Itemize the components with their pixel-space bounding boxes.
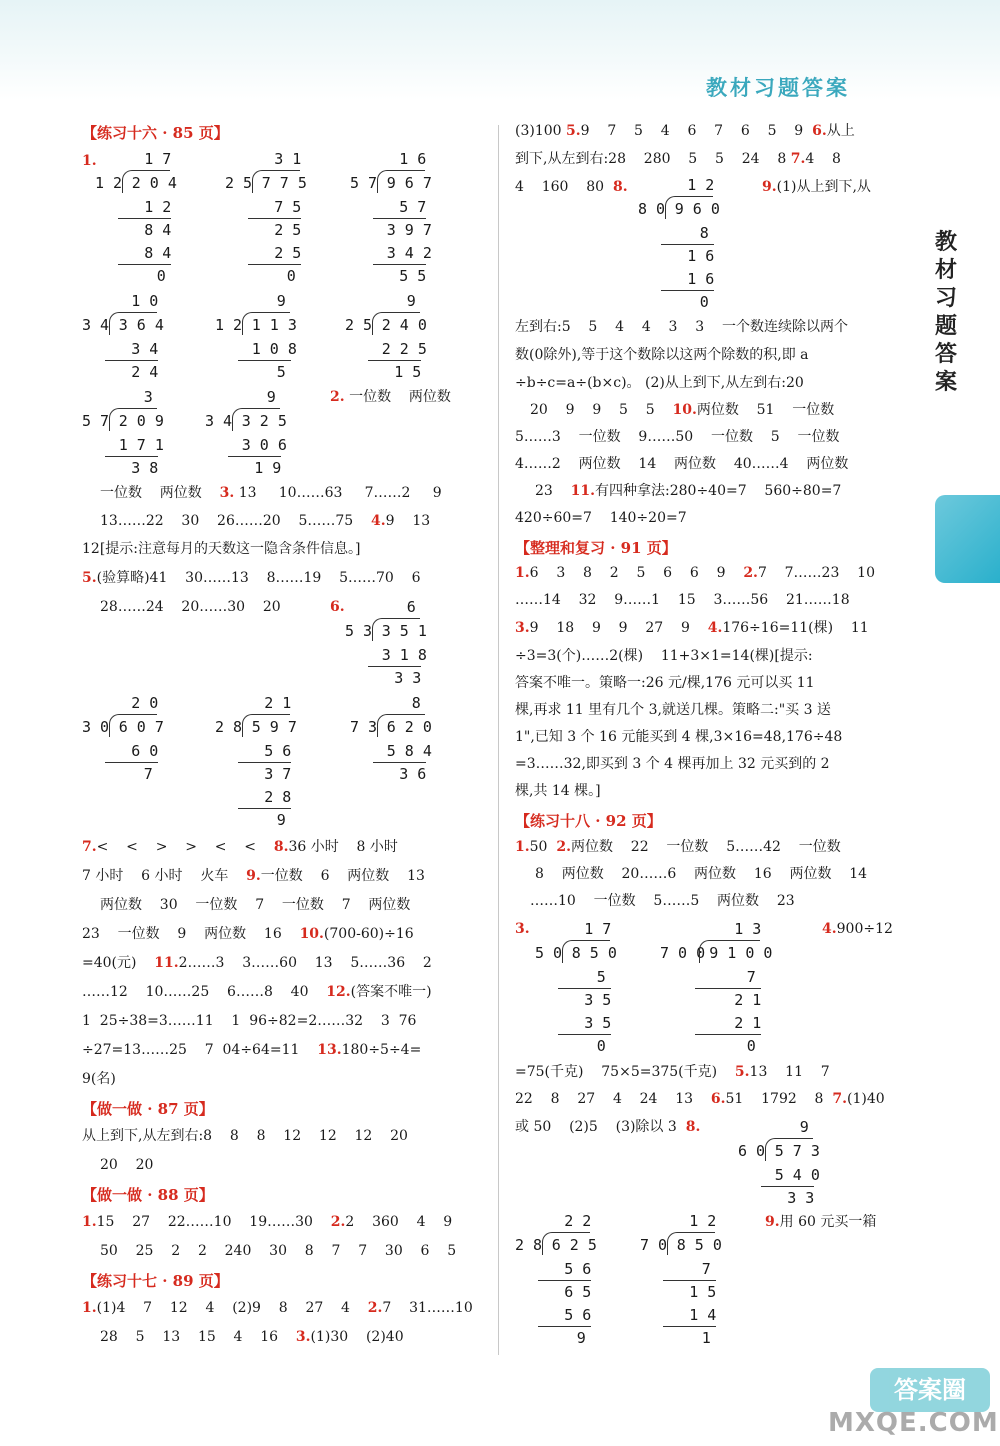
answer-line: 28 5 13 15 4 16 3.(1)30 (2)40 — [100, 1329, 404, 1345]
dividend: 3 2 5 — [241, 412, 287, 430]
dividend: 2 0 4 — [131, 174, 177, 192]
divisor: 1 2 — [215, 316, 243, 334]
answer-line: 7.< < > > < < 8.36 小时 8 小时 — [82, 839, 398, 855]
answer-line: 23 11.有四种拿法:280÷40=7 560÷80=7 — [535, 483, 842, 499]
division-step: 3 1 8 — [381, 646, 427, 664]
column-divider — [498, 125, 499, 1355]
divisor: 2 5 — [345, 316, 373, 334]
answer-line: 数(0除外),等于这个数除以这两个除数的积,即 a — [515, 347, 809, 363]
dividend: 6 0 7 — [118, 718, 164, 736]
division-step: 3 8 — [131, 459, 159, 477]
quotient: 9 — [266, 388, 276, 406]
answer-line: 5.(验算略)41 30……13 8……19 5……70 6 — [82, 570, 421, 586]
dividend: 8 5 0 — [676, 1236, 722, 1254]
quotient: 1 2 — [687, 176, 715, 194]
dividend: 8 5 0 — [571, 944, 617, 962]
division-step: 5 — [596, 968, 606, 986]
answer-line: 棵,共 14 棵。] — [515, 783, 601, 799]
answer-line: ……12 10……25 6……8 40 12.(答案不唯一) — [82, 984, 432, 1000]
dividend: 9 6 0 — [674, 200, 720, 218]
divisor: 5 0 — [535, 944, 563, 962]
dividend: 9 1 0 0 — [709, 944, 773, 962]
divisor: 7 0 0 — [660, 944, 706, 962]
answer-line: 4 160 80 8. — [515, 179, 628, 195]
division-step: 2 4 — [131, 363, 159, 381]
section-heading: 【练习十八 · 92 页】 — [515, 812, 662, 830]
answer-line: 到下,从左到右:28 280 5 5 24 8 7.4 8 — [515, 151, 841, 167]
divisor: 3 0 — [82, 718, 110, 736]
answer-line: ÷27=13……25 7 04÷64=11 13.180÷5÷4= — [82, 1042, 422, 1058]
answer-line: ÷3=3(个)……2(棵) 11+3×1=14(棵)[提示: — [515, 648, 813, 664]
quotient: 2 2 — [564, 1212, 592, 1230]
answer-line: 23 一位数 9 两位数 16 10.(700-60)÷16 — [82, 926, 414, 942]
quotient: 1 2 — [689, 1212, 717, 1230]
dividend: 3 5 1 — [381, 622, 427, 640]
section-heading: 【做一做 · 87 页】 — [82, 1100, 214, 1118]
division-step: 5 8 4 — [386, 742, 432, 760]
answer-line: 50 25 2 2 240 30 8 7 7 30 6 5 — [100, 1243, 457, 1259]
quotient: 2 0 — [131, 694, 159, 712]
watermark-url: MXQE.COM — [828, 1408, 999, 1438]
answer-line: 8 两位数 20……6 两位数 16 两位数 14 — [535, 866, 868, 882]
division-step: 5 4 0 — [774, 1166, 820, 1184]
division-step: 3 7 — [264, 765, 292, 783]
division-step: 2 5 — [274, 244, 302, 262]
answer-line: =75(千克) 75×5=375(千克) 5.13 11 7 — [515, 1064, 830, 1080]
division-step: 1 6 — [687, 247, 715, 265]
division-step: 1 9 — [254, 459, 282, 477]
watermark-logo: 答案圈 — [870, 1368, 990, 1412]
division-step: 5 5 — [399, 267, 427, 285]
dividend: 3 6 4 — [118, 316, 164, 334]
divisor: 3 4 — [205, 412, 233, 430]
dividend: 2 4 0 — [381, 316, 427, 334]
section-heading: 【整理和复习 · 91 页】 — [515, 539, 677, 557]
answer-line: ……14 32 9……1 15 3……56 21……18 — [515, 592, 850, 608]
answer-line: 20 9 9 5 5 10.两位数 51 一位数 — [530, 402, 835, 418]
answer-line: 棵,再求 11 里有几个 3,就送几棵。策略二:"买 3 送 — [515, 702, 831, 718]
division-step: 1 — [701, 1329, 711, 1347]
division-step: 1 5 — [689, 1283, 717, 1301]
answer-line: 1.(1)4 7 12 4 (2)9 8 27 4 2.7 31……10 — [82, 1300, 473, 1316]
division-step: 8 4 — [144, 244, 172, 262]
answer-line: 28……24 20……30 20 — [100, 599, 281, 615]
question-number: 1. — [82, 153, 97, 169]
answer-line: 9.用 60 元买一箱 — [765, 1214, 877, 1230]
divisor: 2 8 — [215, 718, 243, 736]
answer-line: 或 50 (2)5 (3)除以 3 8. — [515, 1119, 701, 1135]
divisor: 7 3 — [350, 718, 378, 736]
question-number: 3. — [515, 921, 530, 937]
division-step: 2 1 — [734, 1014, 762, 1032]
answer-line: 左到右:5 5 4 4 3 3 一个数连续除以两个 — [515, 319, 848, 335]
answer-line: 3.9 18 9 9 27 9 4.176÷16=11(棵) 11 — [515, 620, 869, 636]
dividend: 5 9 7 — [251, 718, 297, 736]
answer-line: 1.6 3 8 2 5 6 6 9 2.7 7……23 10 — [515, 565, 875, 581]
answer-line: ……10 一位数 5……5 两位数 23 — [530, 893, 795, 909]
divisor: 5 3 — [345, 622, 373, 640]
division-step: 7 — [143, 765, 153, 783]
division-step: 1 6 — [687, 270, 715, 288]
division-step: 3 3 — [394, 669, 422, 687]
division-step: 0 — [156, 267, 166, 285]
divisor: 1 2 — [95, 174, 123, 192]
division-step: 9 — [276, 811, 286, 829]
division-step: 2 2 5 — [381, 340, 427, 358]
top-band — [0, 0, 1000, 100]
dividend: 7 7 5 — [261, 174, 307, 192]
dividend: 9 6 7 — [386, 174, 432, 192]
quotient: 8 — [411, 694, 421, 712]
division-step: 3 5 — [584, 1014, 612, 1032]
quotient: 1 7 — [144, 150, 172, 168]
answer-line: 22 8 27 4 24 13 6.51 1792 8 7.(1)40 — [515, 1091, 885, 1107]
quotient: 1 6 — [399, 150, 427, 168]
division-step: 1 4 — [689, 1306, 717, 1324]
division-step: 3 0 6 — [241, 436, 287, 454]
division-step: 8 — [699, 224, 709, 242]
division-step: 0 — [746, 1037, 756, 1055]
division-step: 2 5 — [274, 221, 302, 239]
divisor: 8 0 — [638, 200, 666, 218]
division-step: 7 — [746, 968, 756, 986]
header-title: 教材习题答案 — [706, 75, 850, 100]
division-step: 0 — [699, 293, 709, 311]
answer-line: 4……2 两位数 14 两位数 40……4 两位数 — [515, 456, 849, 472]
answer-line: 20 20 — [100, 1157, 154, 1173]
division-step: 9 — [576, 1329, 586, 1347]
answer-line: 1 25÷38=3……11 1 96÷82=2……32 3 76 — [82, 1013, 417, 1029]
answer-line: 答案不唯一。策略一:26 元/棵,176 元可以买 11 — [515, 675, 815, 691]
divisor: 6 0 — [738, 1142, 766, 1160]
division-step: 3 6 — [399, 765, 427, 783]
division-step: 1 0 8 — [251, 340, 297, 358]
answer-line: 12[提示:注意每月的天数这一隐含条件信息。] — [82, 541, 361, 557]
division-step: 7 5 — [274, 198, 302, 216]
quotient: 3 1 — [274, 150, 302, 168]
quotient: 1 0 — [131, 292, 159, 310]
division-step: 3 9 7 — [386, 221, 432, 239]
section-heading: 【练习十六 · 85 页】 — [82, 124, 229, 142]
answer-line: 从上到下,从左到右:8 8 8 12 12 12 20 — [82, 1128, 408, 1144]
answer-line: =3……32,即买到 3 个 4 棵再加上 32 元买到的 2 — [515, 756, 830, 772]
answer-line: 1",已知 3 个 16 元能买到 4 棵,3×16=48,176÷48 — [515, 729, 843, 745]
division-step: 2 8 — [264, 788, 292, 806]
dividend: 5 7 3 — [774, 1142, 820, 1160]
answer-line: 5……3 一位数 9……50 一位数 5 一位数 — [515, 429, 840, 445]
divisor: 5 7 — [82, 412, 110, 430]
division-step: 5 — [276, 363, 286, 381]
dividend: 2 0 9 — [118, 412, 164, 430]
answer-line: 一位数 两位数 3. 13 10……63 7……2 9 — [100, 485, 442, 501]
answer-line: 13……22 30 26……20 5……75 4.9 13 — [100, 513, 431, 529]
division-step: 1 2 — [144, 198, 172, 216]
division-step: 6 5 — [564, 1283, 592, 1301]
side-tab — [935, 495, 1000, 583]
quotient: 9 — [276, 292, 286, 310]
division-step: 3 4 2 — [386, 244, 432, 262]
division-step: 5 6 — [564, 1260, 592, 1278]
side-label: 教材习题答案 — [934, 229, 957, 395]
divisor: 2 8 — [515, 1236, 543, 1254]
question-number: 6. — [330, 599, 345, 615]
dividend: 6 2 5 — [551, 1236, 597, 1254]
dividend: 1 1 3 — [251, 316, 297, 334]
answer-line: =40(元) 11.2……3 3……60 13 5……36 2 — [82, 955, 432, 971]
division-step: 7 — [701, 1260, 711, 1278]
quotient: 3 — [143, 388, 153, 406]
answer-line: ÷b÷c=a÷(b×c)。 (2)从上到下,从左到右:20 — [515, 375, 804, 391]
division-step: 1 7 1 — [118, 436, 164, 454]
divisor: 3 4 — [82, 316, 110, 334]
division-step: 5 6 — [564, 1306, 592, 1324]
division-step: 6 0 — [131, 742, 159, 760]
answer-line: 2. 一位数 两位数 — [330, 389, 451, 405]
answer-line: (3)100 5.9 7 5 4 6 7 6 5 9 6.从上 — [515, 123, 855, 139]
answer-line: 9.(1)从上到下,从 — [762, 179, 871, 195]
division-step: 3 5 — [584, 991, 612, 1009]
answer-line: 1.15 27 22……10 19……30 2.2 360 4 9 — [82, 1214, 453, 1230]
divisor: 7 0 — [640, 1236, 668, 1254]
division-step: 2 1 — [734, 991, 762, 1009]
answer-line: 9(名) — [82, 1071, 116, 1087]
quotient: 9 — [406, 292, 416, 310]
division-step: 3 3 — [787, 1189, 815, 1207]
division-step: 5 6 — [264, 742, 292, 760]
section-heading: 【做一做 · 88 页】 — [82, 1186, 214, 1204]
divisor: 2 5 — [225, 174, 253, 192]
answer-line: 1.50 2.两位数 22 一位数 5……42 一位数 — [515, 839, 841, 855]
quotient: 2 1 — [264, 694, 292, 712]
quotient: 1 3 — [734, 920, 762, 938]
divisor: 5 7 — [350, 174, 378, 192]
division-step: 8 4 — [144, 221, 172, 239]
division-step: 1 5 — [394, 363, 422, 381]
division-step: 0 — [286, 267, 296, 285]
answer-line: 7 小时 6 小时 火车 9.一位数 6 两位数 13 — [82, 868, 425, 884]
answer-line: 420÷60=7 140÷20=7 — [515, 510, 687, 526]
answer-line: 两位数 30 一位数 7 一位数 7 两位数 — [100, 897, 411, 913]
quotient: 1 7 — [584, 920, 612, 938]
division-step: 0 — [596, 1037, 606, 1055]
division-step: 5 7 — [399, 198, 427, 216]
answer-line: 4.900÷12 — [822, 921, 893, 937]
dividend: 6 2 0 — [386, 718, 432, 736]
section-heading: 【练习十七 · 89 页】 — [82, 1272, 229, 1290]
quotient: 6 — [406, 598, 416, 616]
quotient: 9 — [799, 1118, 809, 1136]
division-step: 3 4 — [131, 340, 159, 358]
